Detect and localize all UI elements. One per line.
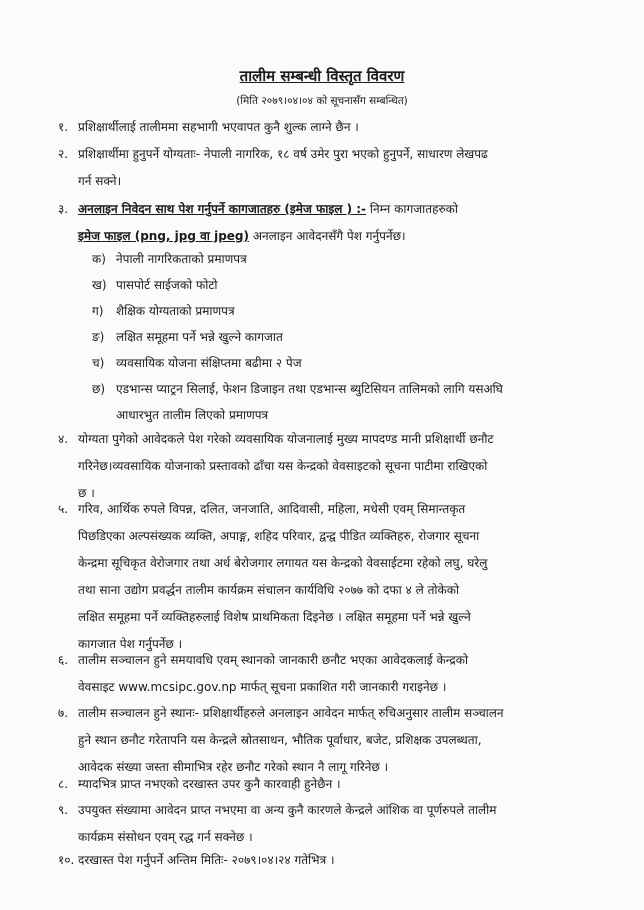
doc-item: च) व्यवसायिक योजना संक्षिप्तमा बढीमा २ पेज bbox=[92, 356, 302, 370]
item-1: १. प्रशिक्षार्थीलाई तालीममा सहभागी भएवापत कुनै शुल्क लाग्ने छैन । bbox=[58, 120, 359, 134]
item-8: ८. म्यादभित्र प्राप्त नभएको दरखास्त उपर कुनै कारवाही हुनेछैन । bbox=[58, 777, 341, 791]
item-9: ९. उपयुक्त संख्यामा आवेदन प्राप्त नभएमा वा अन्य कुनै कारणले केन्द्रले आंशिक वा पूर्णरुपले तालीम कार्यक्रम संसोधन एवम् रद्ध गर्न सक्नेछ । bbox=[58, 803, 497, 844]
item-4: ४. योग्यता पुगेको आवेदकले पेश गरेको व्यवसायिक योजनालाई मुख्य मापदण्ड मानी प्रशिक्षार्थी छनौट गरिनेछ।व्यवसायिक योजनाको प्रस्तावको ढाँचा यस केन्द्रको वेवसाइटको सूचना पाटीमा राखिएको छ । bbox=[58, 432, 494, 500]
doc-item: ङ) लक्षित समूहमा पर्ने भन्ने खुल्ने कागजात bbox=[92, 330, 283, 344]
item-6: ६. तालीम सञ्चालन हुने समयावधि एवम् स्थानको जानकारी छनौट भएका आवेदकलाई केन्द्रको वेवसाइट www.mcsipc.gov.np मार्फत् सूचना प्रकाशित गरी जानकारी गराइनेछ । bbox=[58, 653, 469, 694]
item-5: ५. गरिव, आर्थिक रुपले विपन्न, दलित, जनजाति, आदिवासी, महिला, मधेसी एवम् सिमान्तकृत पिछडिएका अल्पसंख्यक व्यक्ति, अपाङ्ग, शहिद परिवार, द्वन्द्व पीडित व्यक्तिहरु, रोजगार सूचना केन्द्रमा सूचिकृत वेरोजगार तथा अर्ध बेरोजगार लगायत यस केन्द्रको वेवसाईटमा रहेको लघु, घरेलु तथा साना उद्योग प्रवर्द्धन तालीम कार्यक्रम संचालन कार्यविधि २०७७ को दफा ४ ले तोकेको लक्षित समूहमा पर्ने व्यक्तिहरुलाई विशेष प्राथमिकता दिइनेछ । लक्षित समूहमा पर्ने भन्ने खुल्ने कागजात पेश गर्नुपर्नेछ । bbox=[58, 502, 488, 651]
item-3-heading: अनलाइन निवेदन साथ पेश गर्नुपर्ने कागजातहरु (इमेज फाइल ) :- bbox=[78, 202, 367, 216]
item-7: ७. तालीम सञ्चालन हुने स्थानः- प्रशिक्षार्थीहरुले अनलाइन आवेदन मार्फत् रुचिअनुसार तालीम सञ्चालन हुने स्थान छनौट गरेतापनि यस केन्द्रले स्रोतसाधन, भौतिक पूर्वाधार, बजेट, प्रशिक्षक उपलब्धता, आवेदक संख्या जस्ता सीमाभित्र रहेर छनौट गरेको स्थान नै लागू गरिनेछ । bbox=[58, 706, 504, 774]
image-file-types: इमेज फाइल (png, jpg वा jpeg) bbox=[78, 229, 250, 243]
document-title: तालीम सम्बन्धी विस्तृत विवरण bbox=[239, 67, 405, 85]
item-3: ३. अनलाइन निवेदन साथ पेश गर्नुपर्ने कागजातहरु (इमेज फाइल ) :- निम्न कागजातहरुको इमेज फाइल (png, jpg वा jpeg) अनलाइन आवेदनसँगै पेश गर्नुपर्नेछ। bbox=[58, 202, 458, 243]
doc-item: क) नेपाली नागरिकताको प्रमाणपत्र bbox=[92, 252, 247, 266]
document-subtitle: (मिति २०७९।०४।०४ को सूचनासँग सम्बन्धित) bbox=[236, 95, 408, 107]
item-2: २. प्रशिक्षार्थीमा हुनुपर्ने योग्यताः- नेपाली नागरिक, १८ वर्ष उमेर पुरा भएको हुनुपर्ने, साधारण लेखपढ गर्न सक्ने। bbox=[58, 147, 488, 188]
doc-item: ग) शैक्षिक योग्यताको प्रमाणपत्र bbox=[92, 304, 235, 318]
item-10: १०. दरखास्त पेश गर्नुपर्ने अन्तिम मितिः- २०७९।०४।२४ गतेभित्र । bbox=[58, 853, 335, 867]
doc-item: ख) पासपोर्ट साईजको फोटो bbox=[92, 278, 218, 292]
doc-item: छ) एडभान्स प्याट्रन सिलाई, फेशन डिजाइन तथा एडभान्स ब्युटिसियन तालिमको लागि यसअघि आधारभुत तालीम लिएको प्रमाणपत्र bbox=[92, 382, 503, 422]
